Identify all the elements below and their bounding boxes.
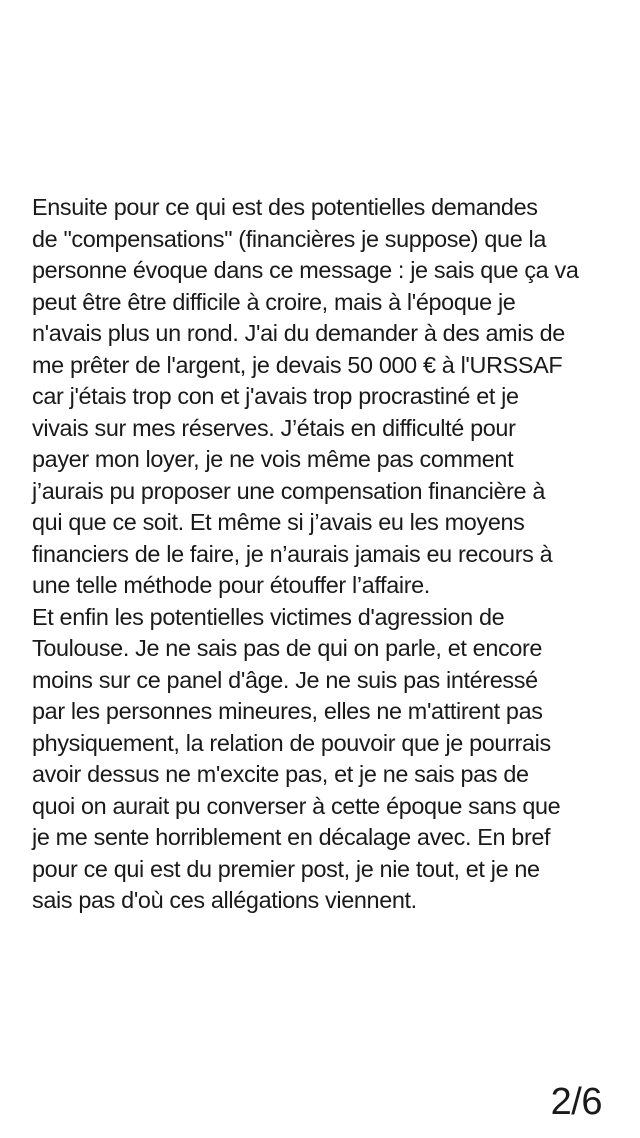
- text-line: je me sente horriblement en décalage avec. En bref: [32, 824, 551, 850]
- text-line: quoi on aurait pu converser à cette époque sans que: [32, 792, 561, 819]
- text-line: avoir dessus ne m'excite pas, et je ne sais pas de: [32, 761, 529, 787]
- text-line: physiquement, la relation de pouvoir que je pourrais: [32, 729, 551, 756]
- text-line: n'avais plus un rond. J'ai du demander à des amis de: [32, 320, 565, 346]
- text-line: Ensuite pour ce qui est des potentielles demandes: [32, 194, 538, 220]
- page-number: 2/6: [550, 1081, 602, 1123]
- text-line: payer mon loyer, je ne vois même pas comment: [32, 446, 514, 472]
- text-line: Toulouse. Je ne sais pas de qui on parle, et encore: [32, 635, 543, 661]
- text-line: Et enfin les potentielles victimes d'agression de: [32, 603, 505, 630]
- text-line: de "compensations" (financières je suppose) que la: [32, 225, 547, 252]
- text-line: pour ce qui est du premier post, je nie tout, et je ne: [32, 855, 540, 882]
- text-line: une telle méthode pour étouffer l’affaire.: [32, 572, 430, 598]
- paragraph-compensations: [32, 192, 616, 602]
- text-line: personne évoque dans ce message : je sais que ça va: [32, 257, 579, 283]
- text-line: j’aurais pu proposer une compensation financière à: [32, 477, 546, 504]
- text-line: car j'étais trop con et j'avais trop procrastiné et je: [32, 383, 519, 409]
- text-line: moins sur ce panel d'âge. Je ne suis pas intéressé: [32, 666, 538, 693]
- text-line: financiers de le faire, je n’aurais jamais eu recours à: [32, 540, 553, 567]
- text-line: me prêter de l'argent, je devais 50 000 € à l'URSSAF: [32, 351, 563, 378]
- paragraph-toulouse: [32, 602, 616, 917]
- text-line: sais pas d'où ces allégations viennent.: [32, 887, 417, 913]
- document-body: [32, 192, 616, 917]
- text-line: qui que ce soit. Et même si j’avais eu les moyens: [32, 509, 525, 535]
- text-line: par les personnes mineures, elles ne m'attirent pas: [32, 698, 543, 724]
- text-line: peut être être difficile à croire, mais à l'époque je: [32, 288, 516, 315]
- text-line: vivais sur mes réserves. J’étais en difficulté pour: [32, 414, 516, 441]
